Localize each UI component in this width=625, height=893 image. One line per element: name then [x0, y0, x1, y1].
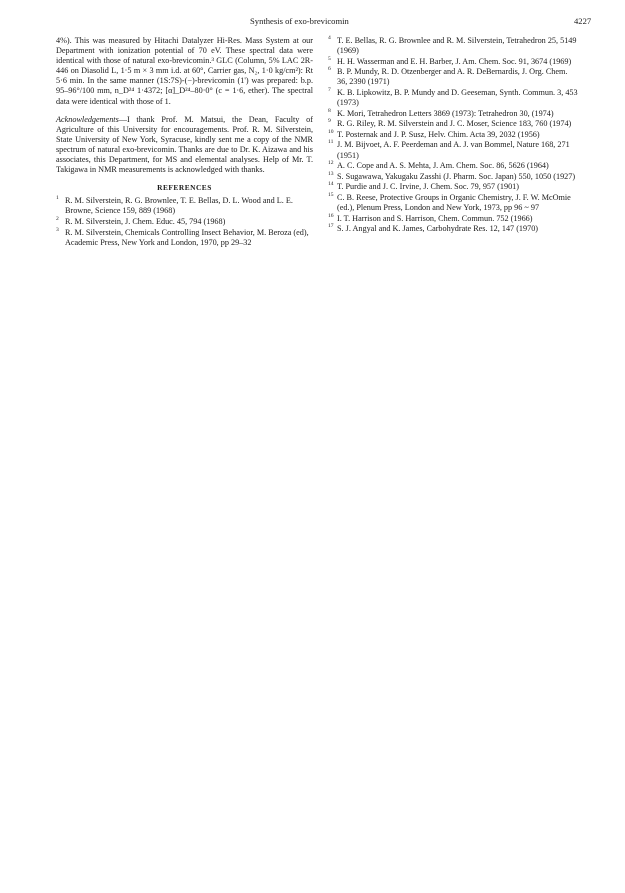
reference-number: 5 [328, 55, 331, 62]
reference-item [328, 130, 578, 140]
reference-number: 16 [328, 212, 334, 219]
page-number: 4227 [574, 16, 592, 26]
reference-text: K. B. Lipkowitz, B. P. Mundy and D. Geeseman, Synth. Commun. 3, 453 (1973) [337, 87, 578, 108]
reference-text: R. M. Silverstein, Chemicals Controlling Insect Behavior, M. Beroza (ed), Academic Press, New York and London, 1970, pp 29–32 [65, 227, 309, 247]
reference-text: C. B. Reese, Protective Groups in Organic Chemistry, J. F. W. McOmie (ed.), Plenum Press, London and New York, 1973, pp 96 ~ 97 [337, 192, 571, 212]
running-title: Synthesis of exo-brevicomin [250, 16, 349, 26]
reference-number: 6 [328, 66, 331, 73]
reference-number: 17 [328, 223, 334, 230]
reference-item [328, 67, 578, 87]
reference-number: 3 [56, 226, 59, 233]
acknowledgements-heading: Acknowledgements [56, 114, 119, 124]
reference-item [328, 109, 578, 119]
reference-text: H. H. Wasserman and E. H. Barber, J. Am. Chem. Soc. 91, 3674 (1969) [337, 56, 572, 66]
reference-text: I. T. Harrison and S. Harrison, Chem. Commun. 752 (1966) [337, 213, 533, 223]
reference-item [56, 196, 313, 216]
reference-number: 4 [328, 35, 331, 41]
acknowledgements-text: —I thank Prof. M. Matsui, the Dean, Faculty of Agriculture of this University for encouragements. Prof. R. M. Silverstein, State University of New York, Syracuse, kindly sent me a copy of the NMR spectrum of natural exo-brevicomin. Thanks are due to Dr. K. Aizawa and his associates, this Department, for MS and elemental analyses. Help of Mr. T. Takigawa in NMR measurements is acknowledged with thanks. [56, 114, 313, 175]
reference-number: 12 [328, 160, 334, 167]
reference-text: B. P. Mundy, R. D. Otzenberger and A. R. DeBernardis, J. Org. Chem. 36, 2390 (1971) [337, 67, 568, 87]
reference-number: 1 [56, 195, 59, 202]
reference-number: 10 [328, 128, 334, 135]
reference-item [328, 224, 578, 234]
reference-number: 9 [328, 118, 331, 125]
references-heading: REFERENCES [157, 183, 212, 193]
reference-item [328, 193, 578, 213]
reference-item [56, 228, 313, 248]
reference-number: 13 [328, 170, 334, 177]
reference-item [328, 36, 578, 56]
experimental-paragraph: 4%). This was measured by Hitachi Datalyzer Hi-Res. Mass System at our Department with ionization potential of 70 eV. These spectral data were identical with those of natural exo-brevicomin.³ GLC (Column, 5% LAC 2R-446 on Diasolid L, 1·5 m × 3 mm i.d. at 60°, Carrier gas, N₂, 1·0 kg/cm²): Rt 5·6 min. In the same manner (1S:7S)-(−)-brevicomin (1') was prepared: b.p. 95–96°/100 mm, n_D²⁴ 1·4372; [α]_D²⁴–80·0° (c = 1·6, ether). The spectral data were identical with those of 1. [56, 36, 313, 106]
reference-item [328, 161, 578, 171]
reference-text: S. Sugawawa, Yakugaku Zasshi (J. Pharm. Soc. Japan) 550, 1050 (1927) [337, 171, 576, 181]
reference-text: R. G. Riley, R. M. Silverstein and J. C. Moser, Science 183, 760 (1974) [337, 119, 572, 129]
reference-text: T. E. Bellas, R. G. Brownlee and R. M. Silverstein, Tetrahedron 25, 5149 (1969) [337, 36, 577, 56]
left-column [56, 36, 313, 248]
reference-item [328, 88, 578, 108]
reference-text: T. Posternak and J. P. Susz, Helv. Chim. Acta 39, 2032 (1956) [337, 129, 540, 139]
right-column [328, 36, 578, 235]
running-head [0, 16, 625, 30]
reference-text: R. M. Silverstein, J. Chem. Educ. 45, 794 (1968) [65, 217, 226, 226]
reference-item [328, 57, 578, 67]
reference-item [328, 119, 578, 129]
reference-item [56, 217, 313, 227]
reference-number: 15 [328, 191, 334, 198]
reference-number: 2 [56, 216, 59, 222]
reference-item [328, 182, 578, 192]
reference-item [328, 172, 578, 182]
reference-number: 8 [328, 107, 331, 114]
reference-text: K. Mori, Tetrahedron Letters 3869 (1973): Tetrahedron 30, (1974) [337, 108, 554, 118]
reference-item [328, 140, 578, 160]
reference-text: A. C. Cope and A. S. Mehta, J. Am. Chem. Soc. 86, 5626 (1964) [337, 161, 549, 171]
reference-number: 14 [328, 181, 334, 188]
reference-number: 11 [328, 139, 334, 146]
reference-number: 7 [328, 86, 331, 93]
reference-text: R. M. Silverstein, R. G. Brownlee, T. E. Bellas, D. L. Wood and L. E. Browne, Science 159, 889 (1968) [65, 196, 293, 216]
reference-text: S. J. Angyal and K. James, Carbohydrate Res. 12, 147 (1970) [337, 224, 539, 234]
reference-item [328, 214, 578, 224]
acknowledgements-paragraph [56, 115, 313, 176]
reference-text: T. Purdie and J. C. Irvine, J. Chem. Soc. 79, 957 (1901) [337, 182, 519, 192]
reference-text: J. M. Bijvoet, A. F. Peerdeman and A. J. van Bommel, Nature 168, 271 (1951) [337, 140, 570, 160]
